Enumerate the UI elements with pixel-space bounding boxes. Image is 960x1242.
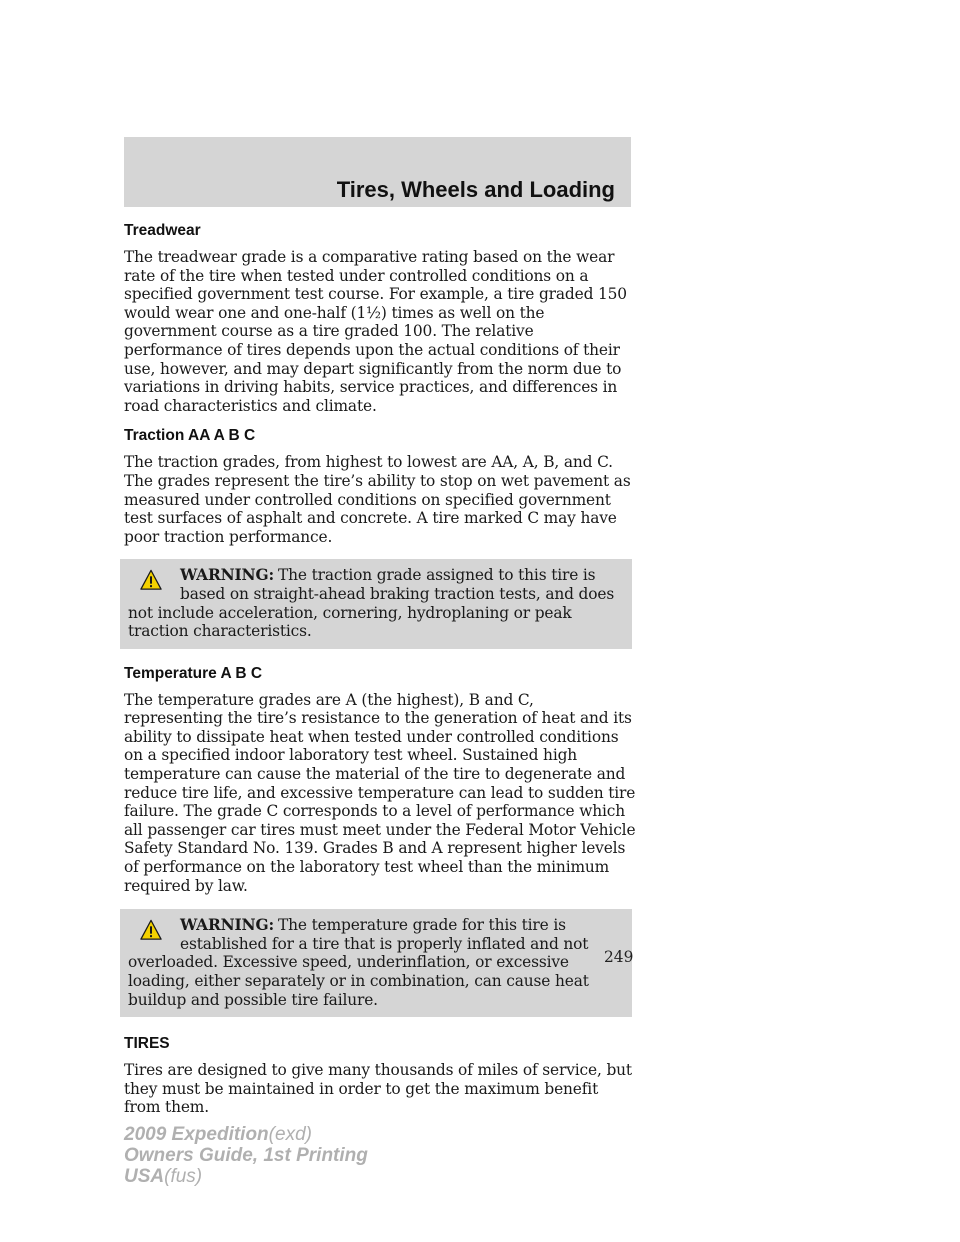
warning-label: WARNING: <box>180 916 274 935</box>
warning-text: The temperature grade for this tire is established for a tire that is properly inflated and not overloaded. Excessive speed, underinflation, or excessive loading, either separately or in combination, can cause heat buildup and possible tire failure. <box>128 916 589 1009</box>
footer-line-2 <box>124 1145 368 1166</box>
section-title: Tires, Wheels and Loading <box>336 177 615 202</box>
footer-line-3 <box>124 1166 368 1187</box>
warning-box-temperature <box>120 909 632 1017</box>
paragraph-treadwear: The treadwear grade is a comparative rating based on the wear rate of the tire when tested under controlled conditions on a specified government test course. For example, a tire graded 150 would wear one and one-half (1½) times as well on the government course as a tire graded 100. The relative performance of tires depends upon the actual conditions of their use, however, and may depart significantly from the norm due to variations in driving habits, service practices, and differences in road characteristics and climate. <box>124 248 627 415</box>
footer-model: 2009 Expedition <box>124 1124 269 1145</box>
section-header-band <box>124 137 631 207</box>
warning-triangle-icon <box>140 569 162 591</box>
heading-tires: TIRES <box>124 1035 170 1053</box>
heading-traction: Traction AA A B C <box>124 427 256 445</box>
paragraph-traction: The traction grades, from highest to lowest are AA, A, B, and C. The grades represent the tire’s ability to stop on wet pavement as measured under controlled conditions on specified government test surfaces of asphalt and concrete. A tire marked C may have poor traction performance. <box>124 453 631 546</box>
paragraph-temperature: The temperature grades are A (the highest), B and C, representing the tire’s resistance to the generation of heat and its ability to dissipate heat when tested under controlled conditions on a specified indoor laboratory test wheel. Sustained high temperature can cause the material of the tire to degenerate and reduce tire life, and excessive temperature can lead to sudden tire failure. The grade C corresponds to a level of performance which all passenger car tires must meet under the Federal Motor Vehicle Safety Standard No. 139. Grades B and A represent higher levels of performance on the laboratory test wheel than the minimum required by law. <box>124 690 636 895</box>
document-footer <box>124 1124 368 1187</box>
warning-label: WARNING: <box>180 566 274 585</box>
warning-box-traction <box>120 559 632 648</box>
page-content <box>124 222 636 1117</box>
footer-market: USA <box>124 1166 165 1187</box>
warning-text: The traction grade assigned to this tire is based on straight-ahead braking traction tests, and does not include acceleration, cornering, hydroplaning or peak traction characteristics. <box>128 566 615 641</box>
heading-treadwear: Treadwear <box>124 222 201 239</box>
footer-guide: Owners Guide, 1st Printing <box>124 1145 368 1166</box>
footer-line-1 <box>124 1124 368 1145</box>
warning-triangle-icon <box>140 919 162 941</box>
footer-model-code: (exd) <box>268 1124 312 1145</box>
footer-market-code: (fus) <box>164 1166 203 1187</box>
page-number: 249 <box>604 948 634 966</box>
paragraph-tires: Tires are designed to give many thousands of miles of service, but they must be maintained in order to get the maximum benefit from them. <box>124 1061 632 1117</box>
heading-temperature: Temperature A B C <box>124 664 263 682</box>
